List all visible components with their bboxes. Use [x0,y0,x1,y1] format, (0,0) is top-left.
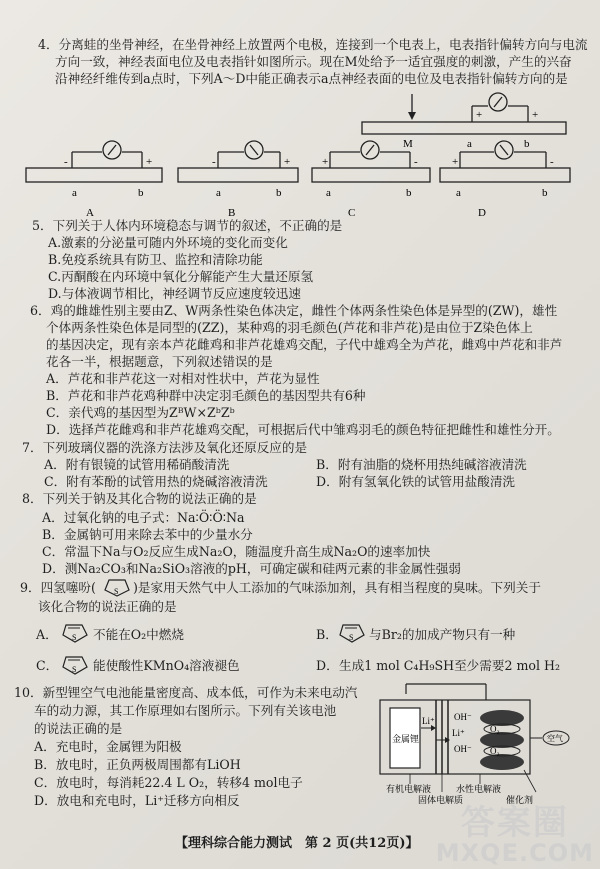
q4-a-label: a [467,138,472,150]
q5-option-c: C.丙酮酸在内环境中氧化分解能产生大量还原氢 [48,269,314,284]
q4-fig-c-b: b [406,187,412,199]
lithium-air-battery-diagram [376,680,572,806]
q4-fig-d-plus: + [452,156,459,168]
q8-option-b: B．金属钠可用来除去苯中的少量水分 [42,527,253,542]
q9-stem-end: )是家用天然气中人工添加的气味添加剂，具有相当程度的臭味。下列关于 [133,580,541,595]
aqueous-electrolyte-label: 水性电解液 [456,784,502,794]
q4-figure-a [26,141,162,182]
q6-line-4: 花各一半，根据题意，下列叙述错误的是 [46,354,273,369]
ring-s-label: S [72,665,77,674]
thiophene-ring-icon [60,652,90,676]
q7-option-d: D．附有氢氧化铁的试管用盐酸清洗 [316,474,516,489]
q10-line-2: 车的动力源，其工作原理如右图所示。下列有关该电池 [34,703,337,718]
q9-option-a: 不能在O₂中燃烧 [93,627,184,642]
q4-plus-1: + [476,109,483,121]
q8-option-a: A．过氧化钠的电子式：Na∶Ö∶Ö∶Na [42,510,245,525]
li-ion-label-1: Li⁺ [422,716,435,726]
q9-option-b-prefix: B． [316,627,338,642]
q5-option-b: B.免疫系统具有防卫、监控和清除功能 [48,252,263,267]
q6-line-2: 个体两条性染色体是同型的(ZZ)，某种鸡的羽毛颜色(芦花和非芦花)是由位于Z染色体上 [46,320,533,335]
q7-option-a: A．附有银镜的试管用稀硝酸清洗 [44,457,230,472]
q9-option-c: 能使酸性KMnO₄溶液褪色 [93,658,240,673]
q6-option-a: A．芦花和非芦花这一对相对性状中，芦花为显性 [46,371,320,386]
oh-label-2: OH⁻ [454,744,472,754]
q7-option-b: B．附有油脂的烧杯用热纯碱溶液清洗 [316,457,527,472]
watermark-line-2: MXQE.COM [435,839,594,867]
q4-fig-a-a: a [72,187,77,199]
q10-line-3: 的说法正确的是 [34,721,123,736]
q4-fig-b-plus: + [284,156,291,168]
solid-electrolyte-label: 固体电解质 [418,795,464,805]
ring-s-label: S [114,587,119,596]
q10-option-b: B．放电时，正负两极周围都有LiOH [34,757,241,772]
metal-li-label: 金属锂 [392,734,420,744]
q4-option-c-label: C [348,207,356,219]
q4-fig-c-plus: + [322,156,329,168]
q4-line-1: 4．分离蛙的坐骨神经，在坐骨神经上放置两个电极，连接到一个电表上，电表指针偏转方向与电流 [38,37,588,52]
q4-fig-d-b: b [542,187,548,199]
q10-option-c: C．放电时，每消耗22.4 L O₂，转移4 mol电子 [34,775,303,790]
watermark [436,805,594,865]
q9-stem-2: 该化合物的说法正确的是 [38,599,177,614]
thiophene-ring-icon [337,620,367,644]
q9-option-a-prefix: A． [36,627,58,642]
q6-line-3: 的基因决定，现有亲本芦花雌鸡和非芦花雄鸡交配，子代中雄鸡全为芦花，雌鸡中芦花和非芦 [46,337,563,352]
organic-electrolyte-label: 有机电解液 [386,784,432,794]
q9-stem-start: 9．四氢噻吩( [20,580,96,595]
q10-line-1: 10．新型锂空气电池能量密度高、成本低，可作为未来电动汽 [14,685,358,700]
li-ion-label-2: Li⁺ [452,728,465,738]
q9-option-d: 生成1 mol C₄H₉SH至少需要2 mol H₂ [339,658,561,673]
q7-stem: 7．下列玻璃仪器的洗涤方法涉及氧化还原反应的是 [22,440,308,455]
q4-plus-2: + [532,109,539,121]
q4-option-b-label: B [228,207,236,219]
q4-fig-b-b: b [276,187,282,199]
q8-option-c: C．常温下Na与O₂反应生成Na₂O，随温度升高生成Na₂O的速率加快 [42,544,431,559]
q10-option-d: D．放电和充电时，Li⁺迁移方向相反 [34,793,240,808]
q4-fig-a-b: b [138,187,144,199]
q4-option-a-label: A [86,207,94,219]
q4-fig-b-a: a [216,187,221,199]
q4-fig-d-a: a [456,187,461,199]
q4-b-label: b [524,138,530,150]
q5-option-a: A.激素的分泌量可随内外环境的变化而变化 [48,235,288,250]
q4-option-figures [22,138,582,220]
q9-option-c-prefix: C． [36,658,59,673]
q5-stem: 5．下列关于人体内环境稳态与调节的叙述，不正确的是 [32,218,343,233]
q6-line-1: 6．鸡的雌雄性别主要由Z、W两条性染色体决定，雌性个体两条性染色体是异型的(ZW)，雄性 [30,303,558,318]
q4-figure-b [178,141,298,182]
watermark-line-1: 答案圈 [460,803,569,843]
q4-fig-a-minus: - [64,156,68,168]
air-label: 空气 [547,734,563,743]
o2-label-2: O₂ [490,746,500,756]
thiophene-ring-icon [60,620,90,644]
oh-label-1: OH⁻ [454,712,472,722]
o2-label-1: O₂ [490,724,500,734]
q7-option-c: C．附有苯酚的试管用热的烧碱溶液清洗 [44,474,268,489]
q4-option-d-label: D [478,207,486,219]
q9-option-d-prefix: D． [316,658,339,673]
q8-option-d: D．测Na₂CO₃和Na₂SiO₃溶液的pH，可确定碳和硅两元素的非金属性强弱 [42,561,461,576]
q4-fig-c-a: a [326,187,331,199]
q4-m-label: M [403,138,413,150]
q4-fig-c-minus: - [414,156,418,168]
q6-option-c: C．亲代鸡的基因型为ZᴮW×ZᵇZᵇ [46,405,235,420]
catalyst-label: 催化剂 [506,795,534,805]
q6-option-b: B．芦花和非芦花鸡种群中决定羽毛颜色的基因型共有6种 [46,388,366,403]
q4-fig-b-minus: - [212,156,216,168]
q4-fig-a-plus: + [146,156,153,168]
q4-fig-d-minus: - [550,156,554,168]
q6-option-d: D．选择芦花雌鸡和非芦花雄鸡交配，可根据后代中雏鸡羽毛的颜色特征把雌性和雄性分开。 [46,422,560,437]
q8-stem: 8．下列关于钠及其化合物的说法正确的是 [22,491,257,506]
q4-line-2: 方向一致，神经表面电位及电表指针如图所示。现在M处给予一适宜强度的刺激，产生的兴奋 [55,54,572,69]
q4-figure-c [312,141,430,182]
q5-option-d: D.与体液调节相比，神经调节反应速度较迅速 [48,286,301,301]
q9-option-b: 与Br₂的加成产物只有一种 [369,627,516,642]
q10-option-a: A．充电时，金属锂为阳极 [34,739,182,754]
ring-s-label: S [349,633,354,642]
ring-s-label: S [72,633,77,642]
page-footer: 【理科综合能力测试 第 2 页(共12页)】 [175,836,419,851]
thiophane-ring-icon [103,574,131,598]
q4-line-3: 沿神经纤维传到a点时，下列A～D中能正确表示a点神经表面的电位及电表指针偏转方向的是 [55,71,568,86]
